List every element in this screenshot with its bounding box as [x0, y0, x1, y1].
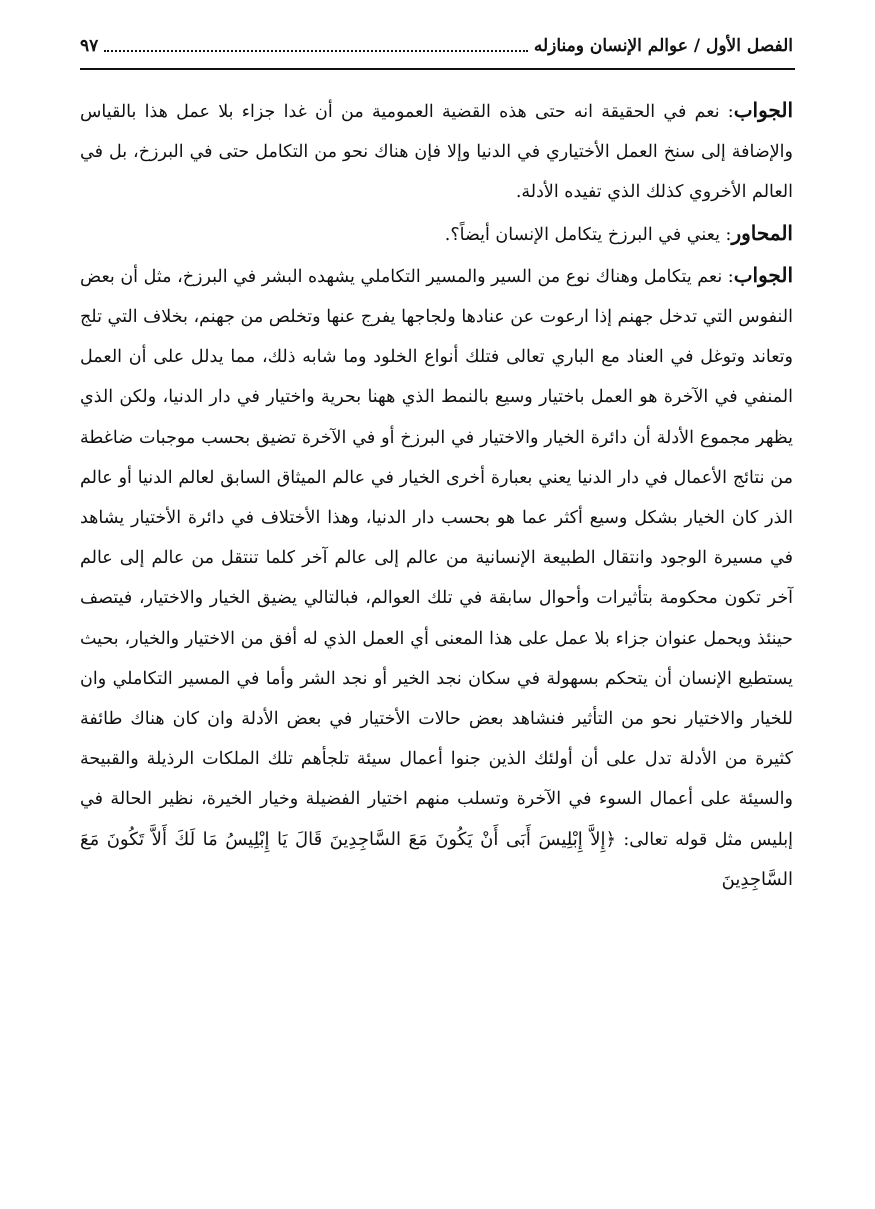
running-title: الفصل الأول / عوالم الإنسان ومنازله — [533, 36, 793, 56]
page-number: ٩٧ — [80, 36, 99, 56]
speaker-label: الجواب — [733, 98, 793, 122]
quran-verse: ﴿إِلاَّ إِبْلِيسَ أَبَى أَنْ يَكُونَ مَعَ السَّاجِدِينَ قَالَ يَا إِبْلِيسُ مَا لَكَ أَلاَّ تَكُونَ مَعَ السَّاجِدِينَ — [80, 828, 793, 890]
paragraph-answer-2 — [80, 255, 793, 900]
leader-dots — [104, 49, 528, 52]
speaker-label: المحاور — [731, 220, 793, 245]
paragraph-text: : يعني في البرزخ يتكامل الإنسان أيضاً؟. — [444, 224, 732, 245]
paragraph-text: : نعم يتكامل وهناك نوع من السير والمسير التكاملي يشهده البشر في البرزخ، مثل أن بعض النفوس التي تدخل جهنم إذا ارعوت عن عنادها ولجاجها يفرج عنها وتخلص من جهنم، بخلاف التي تلج وتعاند وتوغل في العناد مع الباري تعالى فتلك أنواع الخلود وما شابه ذلك، مما يدلل على أن العمل المنفي في الآخرة هو العمل باختيار وسيع بالنمط الذي ههنا بحرية واختيار في دار الدنيا، ولكن الذي يظهر مجموع الأدلة أن دائرة الخيار والاختيار في البرزخ أو في الآخرة تضيق بحسب موجبات ضاغطة من نتائج الأعمال في دار الدنيا يعني بعبارة أخرى الخيار في عالم الميثاق السابق لعالم الدنيا أو عالم الذر كان الخيار بشكل وسيع أكثر عما هو بحسب دار الدنيا، وهذا الأختلاف في دائرة الأختيار يشاهد في مسيرة الوجود وانتقال الطبيعة الإنسانية من عالم إلى عالم آخر كلما تنتقل من عالم إلى عالم آخر تكون محكومة بتأثيرات وأحوال سابقة في تلك العوالم، فبالتالي يضيق الخيار والاختيار، فيتصف حينئذ ويحمل عنوان جزاء بلا عمل على هذا المعنى أي العمل الذي له أفق من الاختيار والخيار، بحيث يستطيع الإنسان أن يتحكم بسهولة في سكان نجد الخير أو نجد الشر وأما في المسير التكاملي وان للخيار والاختيار نحو من التأثير فنشاهد بعض حالات الأختيار في بعض الأدلة وان كان هناك طائفة كثيرة من الأدلة تدل على أن أولئك الذين جنوا أعمال سيئة تلجأهم تلك الملكات الرذيلة والقبيحة والسيئة على أعمال السوء في الآخرة وتسلب منهم اختيار الفضيلة وخيار الخيرة، نظير الحالة في إبليس مثل قوله تعالى: — [80, 266, 793, 850]
paragraph-question — [80, 213, 793, 255]
paragraph-text: : نعم في الحقيقة انه حتى هذه القضية العمومية من أن غدا جزاء بلا عمل هذا بالقياس والإضافة إلى سنخ العمل الأختياري في الدنيا وإلا فإن هناك نحو من التكامل حتى في البرزخ، بل في العالم الأخروي كذلك الذي تفيده الأدلة. — [80, 102, 793, 203]
body-text — [80, 90, 793, 900]
paragraph-answer-1 — [80, 90, 793, 213]
header-rule — [80, 68, 795, 70]
speaker-label: الجواب — [733, 262, 793, 287]
page-header — [80, 28, 793, 64]
